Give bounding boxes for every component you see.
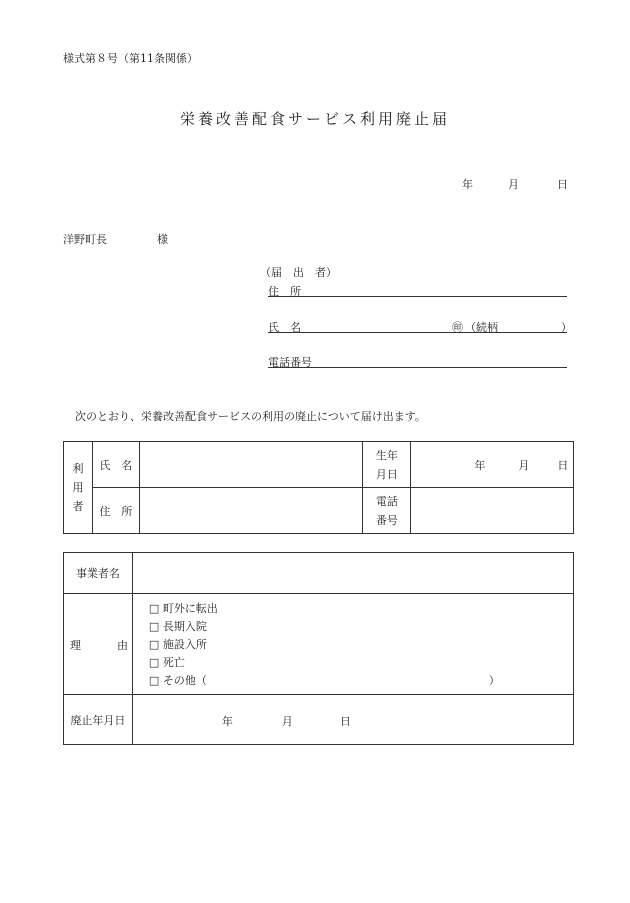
birth-day-label: 日 bbox=[557, 459, 569, 472]
reason-option-move-out[interactable]: □ 町外に転出 bbox=[149, 600, 218, 618]
provider-value[interactable] bbox=[132, 553, 573, 594]
reason-option-facility[interactable]: □ 施設入所 bbox=[149, 636, 218, 654]
end-date-value[interactable] bbox=[132, 695, 573, 745]
submitter-phone-line bbox=[268, 367, 567, 368]
reason-options bbox=[132, 594, 573, 695]
user-phone-value[interactable] bbox=[411, 488, 574, 534]
addressee-honorific: 様 bbox=[157, 233, 168, 246]
user-phone-label: 電話 番号 bbox=[363, 488, 411, 534]
date-year-label: 年 bbox=[462, 178, 473, 191]
date-month-label: 月 bbox=[508, 178, 519, 191]
date-day-label: 日 bbox=[557, 178, 568, 191]
statement-text: 次のとおり、栄養改善配食サービスの利用の廃止について届け出ます。 bbox=[75, 410, 426, 423]
submitter-address-line bbox=[268, 296, 567, 297]
business-table bbox=[63, 552, 574, 745]
user-row-label: 利 用 者 bbox=[64, 442, 93, 534]
birth-date-label: 生年 月日 bbox=[363, 442, 411, 488]
reason-label: 理 由 bbox=[64, 594, 133, 695]
submitter-address-label: 住 所 bbox=[268, 285, 301, 298]
checkbox[interactable]: □ bbox=[148, 638, 160, 651]
birth-date-value[interactable] bbox=[411, 442, 574, 488]
addressee-name: 洋野町長 bbox=[63, 233, 107, 246]
end-month-label: 月 bbox=[281, 715, 293, 728]
form-number: 様式第８号（第11条関係） bbox=[63, 52, 198, 65]
birth-month-label: 月 bbox=[518, 459, 530, 472]
submitter-name-label: 氏 名 bbox=[268, 321, 301, 334]
page-title: 栄養改善配食サービス利用廃止届 bbox=[179, 110, 450, 128]
end-date-label: 廃止年月日 bbox=[64, 695, 133, 745]
end-year-label: 年 bbox=[221, 715, 233, 728]
checkbox[interactable]: □ bbox=[148, 674, 160, 687]
reason-option-long-hospital[interactable]: □ 長期入院 bbox=[149, 618, 218, 636]
user-name-label: 氏 名 bbox=[92, 442, 139, 488]
provider-label: 事業者名 bbox=[64, 553, 133, 594]
birth-year-label: 年 bbox=[474, 459, 486, 472]
user-name-value[interactable] bbox=[139, 442, 363, 488]
submitter-name-line bbox=[268, 332, 567, 333]
checkbox[interactable]: □ bbox=[148, 602, 160, 615]
relation-open: （続柄 bbox=[465, 321, 498, 334]
reason-list bbox=[149, 600, 218, 690]
user-address-value[interactable] bbox=[139, 488, 363, 534]
seal-mark: ㊞ bbox=[452, 321, 463, 334]
relation-close: ） bbox=[561, 321, 572, 334]
other-close-paren: ） bbox=[488, 674, 500, 687]
checkbox[interactable]: □ bbox=[148, 656, 160, 669]
reason-option-other[interactable]: □ その他（ bbox=[149, 672, 218, 690]
submitter-phone-label: 電話番号 bbox=[268, 356, 312, 369]
user-info-table bbox=[63, 441, 574, 534]
user-address-label: 住 所 bbox=[92, 488, 139, 534]
end-day-label: 日 bbox=[339, 715, 351, 728]
reason-option-death[interactable]: □ 死亡 bbox=[149, 654, 218, 672]
submitter-heading: （届 出 者） bbox=[260, 266, 337, 279]
checkbox[interactable]: □ bbox=[148, 620, 160, 633]
